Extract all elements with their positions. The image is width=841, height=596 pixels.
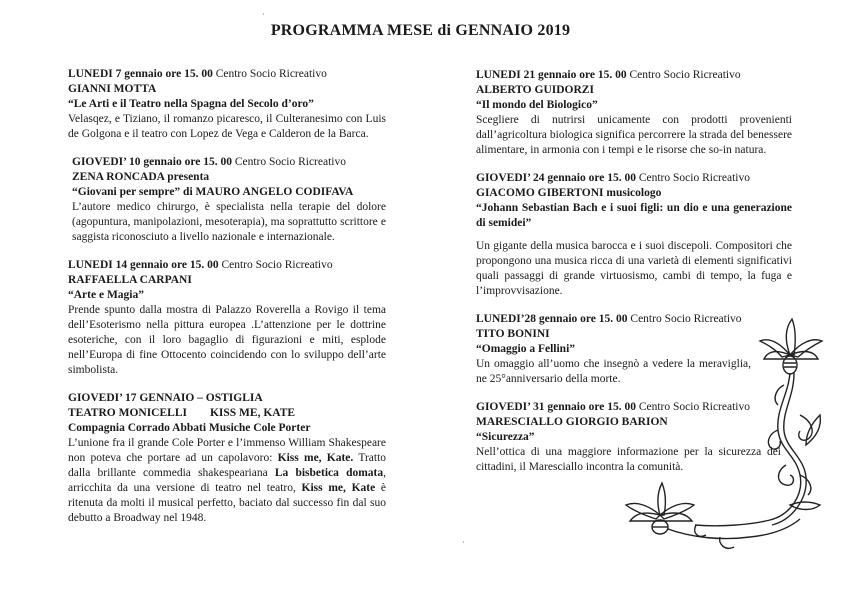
event-venue: Centro Socio Ricreativo [638, 172, 750, 184]
event-date: LUNEDI 21 gennaio ore 15. 00 [476, 69, 627, 81]
event-subtitle: “Johann Sebastian Bach e i suoi figli: un dio e una generazione di semidei” [476, 202, 792, 229]
event-description: Nell’ottica di una maggiore informazione per la sicurezza dei cittadini, il Maresciallo incontra la comunità. [476, 446, 781, 473]
event-date: GIOVEDI’ 24 gennaio ore 15. 00 [476, 172, 636, 184]
desc-part: L’unione fra il grande Cole Porter e l’immenso William Shakespeare non poteva che portare ad un capolavoro: [68, 437, 386, 464]
event-date: GIOVEDI’ 17 GENNAIO – OSTIGLIA [68, 392, 263, 404]
event-jan-14 [68, 258, 386, 378]
flower-top-icon [760, 319, 822, 374]
event-header [68, 67, 386, 82]
flower-bottom-icon [626, 483, 694, 534]
event-jan-21 [476, 68, 792, 158]
event-venue: Centro Socio Ricreativo [638, 401, 750, 413]
left-column [68, 67, 386, 539]
event-venue: Centro Socio Ricreativo [629, 69, 741, 81]
event-header [476, 171, 792, 186]
event-speaker: ZENA RONCADA presenta [72, 171, 210, 183]
event-description: Velasqez, e Tiziano, il romanzo picaresco, il Culteranesimo con Luis de Golgona e il teatro con Lopez de Vega e Calderon de la Barca. [68, 113, 386, 140]
event-description: Prende spunto dalla mostra di Palazzo Roverella a Rovigo il tema dell’Esoterismo nella pittura europea .L’attenzione per le dottrine esoteriche, con il loro bagaglio di figurazioni e miti, esplode nell’Europa di fine Ottocento coincidendo con lo sviluppo dell’arte simbolista. [68, 304, 386, 376]
desc-part: Kiss me, Kate [301, 482, 376, 494]
event-jan-7 [68, 67, 386, 142]
event-subtitle: Compagnia Corrado Abbati Musiche Cole Porter [68, 422, 311, 434]
page-title: PROGRAMMA MESE di GENNAIO 2019 [270, 22, 571, 39]
event-jan-24 [476, 171, 792, 299]
desc-part: Kiss me, Kate. [277, 452, 354, 464]
event-description: Un omaggio all’uomo che insegnò a vedere la meraviglia, ne 25°anniversario della morte. [476, 358, 751, 385]
event-speaker: RAFFAELLA CARPANI [68, 274, 192, 286]
event-venue: Centro Socio Ricreativo [215, 68, 327, 80]
event-venue: Centro Socio Ricreativo [221, 259, 333, 271]
event-speaker: GIANNI MOTTA [68, 83, 157, 95]
event-date: LUNEDI 14 gennaio ore 15. 00 [68, 259, 219, 271]
event-description: Scegliere di nutrirsi unicamente con prodotti provenienti dall’agricoltura biologica significa percorrere la strada del benessere alimentare, in armonia con i tempi e le risorse che so-in natura. [476, 114, 792, 156]
event-jan-10 [72, 155, 386, 245]
event-description [68, 436, 386, 526]
event-date: GIOVEDI’ 10 gennaio ore 15. 00 [72, 156, 232, 168]
scan-speck: · [462, 538, 465, 547]
event-date: LUNEDI’28 gennaio ore 15. 00 [476, 313, 628, 325]
event-subtitle: “Omaggio a Fellini” [476, 343, 576, 355]
event-header [72, 155, 386, 170]
event-description: Un gigante della musica barocca e i suoi discepoli. Compositori che propongono una musica ricca di una varietà di elementi significativi quali passaggi di grande virtuosismo, cambi di tempo, la fuga e l’improvvisazione. [476, 240, 792, 297]
desc-part: , arricchita da una versione di teatro nel teatro, [68, 467, 386, 494]
event-speaker: MARESCIALLO GIORGIO BARION [476, 416, 668, 428]
event-speaker: TITO BONINI [476, 328, 550, 340]
event-date: LUNEDI 7 gennaio ore 15. 00 [68, 68, 213, 80]
event-header [476, 68, 792, 83]
event-date: GIOVEDI’ 31 gennaio ore 15. 00 [476, 401, 636, 413]
event-subtitle: “Le Arti e il Teatro nella Spagna del Secolo d’oro” [68, 98, 314, 110]
event-speaker: ALBERTO GUIDORZI [476, 84, 594, 96]
event-venue-show: TEATRO MONICELLI KISS ME, KATE [68, 407, 296, 419]
scan-speck: · [262, 10, 265, 19]
desc-part: La bisbetica domata [274, 467, 384, 479]
event-jan-17 [68, 391, 386, 526]
event-header [68, 258, 386, 273]
event-subtitle: “Giovani per sempre” di MAURO ANGELO CODIFAVA [72, 186, 354, 198]
desc-part: Tratto dalla brillante commedia shakespeariana [68, 452, 387, 479]
floral-ornament-icon [600, 315, 825, 555]
event-speaker: GIACOMO GIBERTONI musicologo [476, 187, 662, 199]
event-header [68, 391, 386, 406]
event-subtitle: “Sicurezza” [476, 431, 535, 443]
event-subtitle: “Il mondo del Biologico” [476, 99, 598, 111]
event-subtitle: “Arte e Magia” [68, 289, 144, 301]
event-description: L’autore medico chirurgo, è specialista nella terapie del dolore (agopuntura, manipolazioni, mesoterapia), ma soprattutto scrittore e saggista riconosciuto a livello nazionale e internazionale. [72, 201, 386, 243]
desc-part: è ritenuta da molti il musical perfetto, baciato dal successo fin dal suo debutto a Broadway nel 1948. [68, 482, 386, 524]
event-venue: Centro Socio Ricreativo [630, 313, 742, 325]
event-venue: Centro Socio Ricreativo [234, 156, 346, 168]
